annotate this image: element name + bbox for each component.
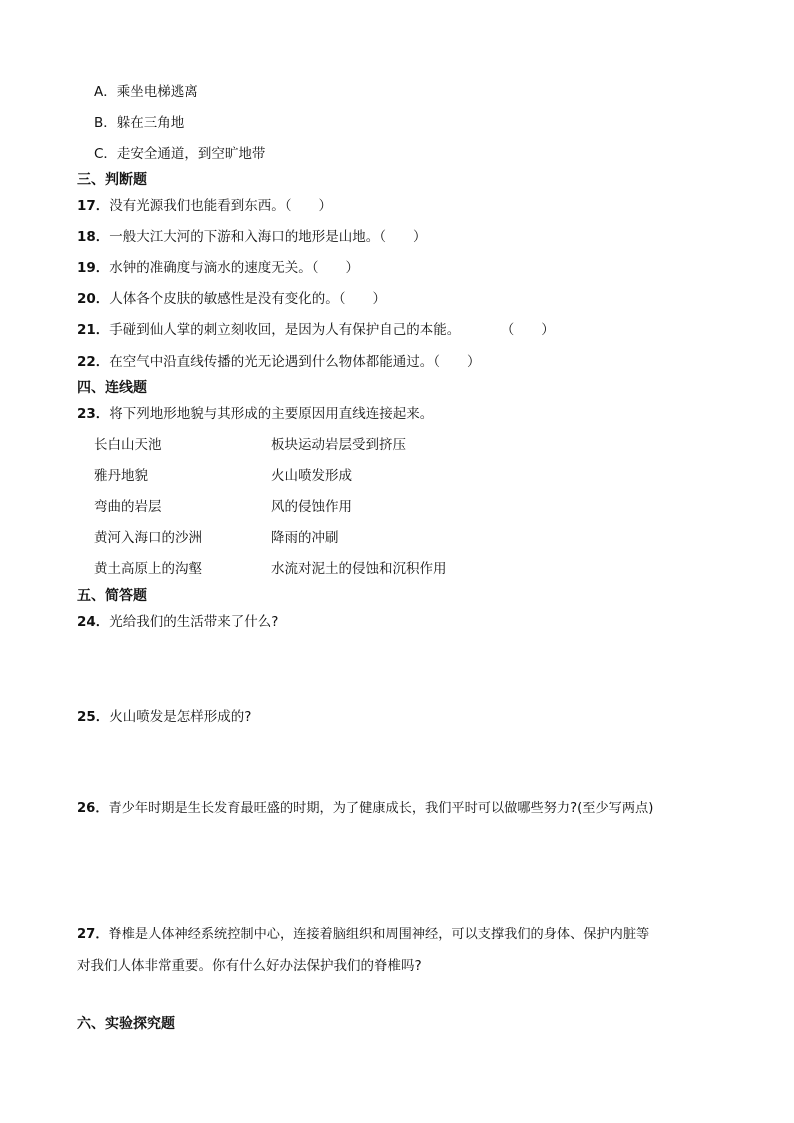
option-c: C．走安全通道，到空旷地带	[94, 146, 266, 162]
question-27-line-2: 对我们人体非常重要。你有什么好办法保护我们的脊椎吗?	[77, 958, 422, 974]
question-25	[77, 708, 251, 726]
question-text: 水钟的准确度与滴水的速度无关。（ ）	[109, 260, 360, 276]
question-20	[77, 290, 386, 308]
question-23	[77, 405, 433, 423]
question-text: 人体各个皮肤的敏感性是没有变化的。（ ）	[109, 291, 387, 307]
match-right-item: 降雨的冲刷	[271, 530, 339, 546]
match-left-item: 弯曲的岩层	[94, 499, 162, 515]
question-text: 青少年时期是生长发育最旺盛的时期，为了健康成长，我们平时可以做哪些努力?(至少写两点)	[108, 801, 654, 816]
match-left-item: 长白山天池	[94, 437, 162, 453]
question-text: 没有光源我们也能看到东西。（ ）	[109, 198, 333, 214]
match-right-item: 风的侵蚀作用	[271, 499, 352, 515]
question-text: 将下列地形地貌与其形成的主要原因用直线连接起来。	[109, 406, 434, 422]
match-right-item: 板块运动岩层受到挤压	[271, 437, 406, 453]
question-number: 17．	[77, 198, 110, 214]
question-number: 19．	[77, 260, 110, 276]
question-number: 26．	[77, 801, 109, 816]
section-title-short-answer: 五、简答题	[77, 588, 147, 604]
question-number: 27．	[77, 927, 109, 942]
question-text: 光给我们的生活带来了什么?	[109, 614, 279, 630]
question-number: 25．	[77, 709, 110, 725]
section-title-matching: 四、连线题	[77, 380, 147, 396]
option-a: A．乘坐电梯逃离	[94, 84, 198, 100]
option-b: B．躲在三角地	[94, 115, 185, 131]
question-17	[77, 197, 332, 215]
match-right-item: 火山喷发形成	[271, 468, 352, 484]
question-text: 一般大江大河的下游和入海口的地形是山地。（ ）	[109, 229, 427, 245]
question-text: 手碰到仙人掌的刺立刻收回，是因为人有保护自己的本能。 （ ）	[109, 322, 555, 338]
match-right-item: 水流对泥土的侵蚀和沉积作用	[271, 561, 447, 577]
question-text: 在空气中沿直线传播的光无论遇到什么物体都能通过。（ ）	[109, 354, 481, 370]
match-left-item: 雅丹地貌	[94, 468, 148, 484]
question-26	[77, 800, 653, 818]
question-27	[77, 926, 649, 944]
question-number: 20．	[77, 291, 110, 307]
question-24	[77, 613, 278, 631]
section-title-experiment: 六、实验探究题	[77, 1016, 175, 1032]
question-text: 脊椎是人体神经系统控制中心，连接着脑组织和周围神经，可以支撑我们的身体、保护内脏等	[108, 927, 650, 942]
question-number: 23．	[77, 406, 110, 422]
question-19	[77, 259, 359, 277]
match-left-item: 黄土高原上的沟壑	[94, 561, 202, 577]
question-number: 24．	[77, 614, 110, 630]
question-number: 22．	[77, 354, 110, 370]
question-22	[77, 353, 481, 371]
question-number: 21．	[77, 322, 110, 338]
question-number: 18．	[77, 229, 110, 245]
match-left-item: 黄河入海口的沙洲	[94, 530, 202, 546]
question-text: 火山喷发是怎样形成的?	[109, 709, 252, 725]
question-18	[77, 228, 427, 246]
section-title-judgement: 三、判断题	[77, 172, 147, 188]
question-21	[77, 321, 555, 339]
